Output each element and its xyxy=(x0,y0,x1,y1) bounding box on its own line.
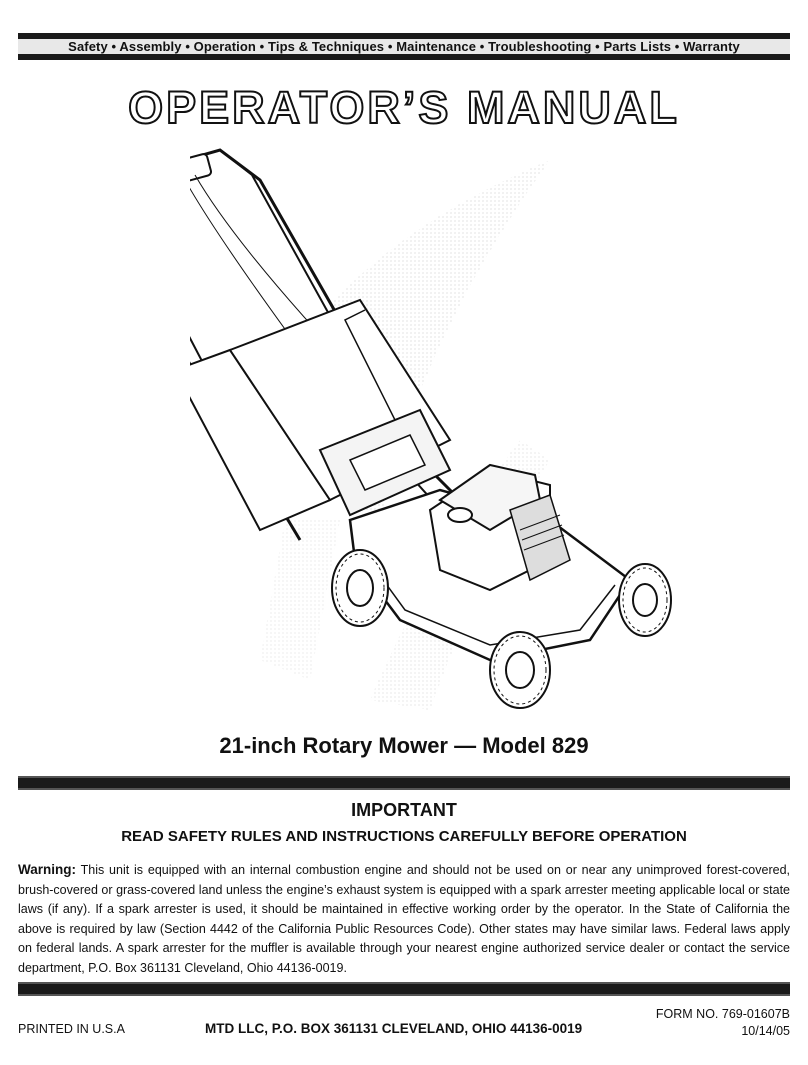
page-title: OPERATOR’S MANUAL xyxy=(128,82,680,133)
safety-instruction-heading: READ SAFETY RULES AND INSTRUCTIONS CAREFULLY BEFORE OPERATION xyxy=(121,828,687,845)
separator-bar xyxy=(18,982,790,996)
lawn-mower-illustration xyxy=(190,140,690,720)
company-address: MTD LLC, P.O. BOX 361131 CLEVELAND, OHIO 44136-0019 xyxy=(205,1021,583,1036)
form-number: FORM NO. 769-01607B xyxy=(655,1007,790,1021)
form-info xyxy=(656,1006,790,1040)
section-nav-bar xyxy=(18,33,790,60)
important-heading: IMPORTANT xyxy=(351,800,457,820)
printed-in: PRINTED IN U.S.A xyxy=(18,1022,125,1036)
warning-label: Warning: xyxy=(18,862,76,877)
separator-bar xyxy=(18,776,790,790)
warning-paragraph xyxy=(18,860,790,978)
model-title: 21-inch Rotary Mower — Model 829 xyxy=(219,733,589,758)
section-list: Safety • Assembly • Operation • Tips & Techniques • Maintenance • Troubleshooting • Parts Lists • Warranty xyxy=(68,39,740,54)
form-date: 10/14/05 xyxy=(741,1024,790,1038)
warning-text: This unit is equipped with an internal combustion engine and should not be used on or near any unimproved forest-covered, brush-covered or grass-covered land unless the engine’s exhaust system is equipped with a spark arrester meeting applicable local or state laws (if any). If a spark arrester is used, it should be maintained in effective working order by the operator. In the State of California the above is required by law (Section 4442 of the California Public Resources Code). Other states may have similar laws. Federal laws apply on federal lands. A spark arrester for the muffler is available through your nearest engine authorized service dealer or contact the service department, P.O. Box 361131 Cleveland, Ohio 44136-0019. xyxy=(18,863,791,975)
